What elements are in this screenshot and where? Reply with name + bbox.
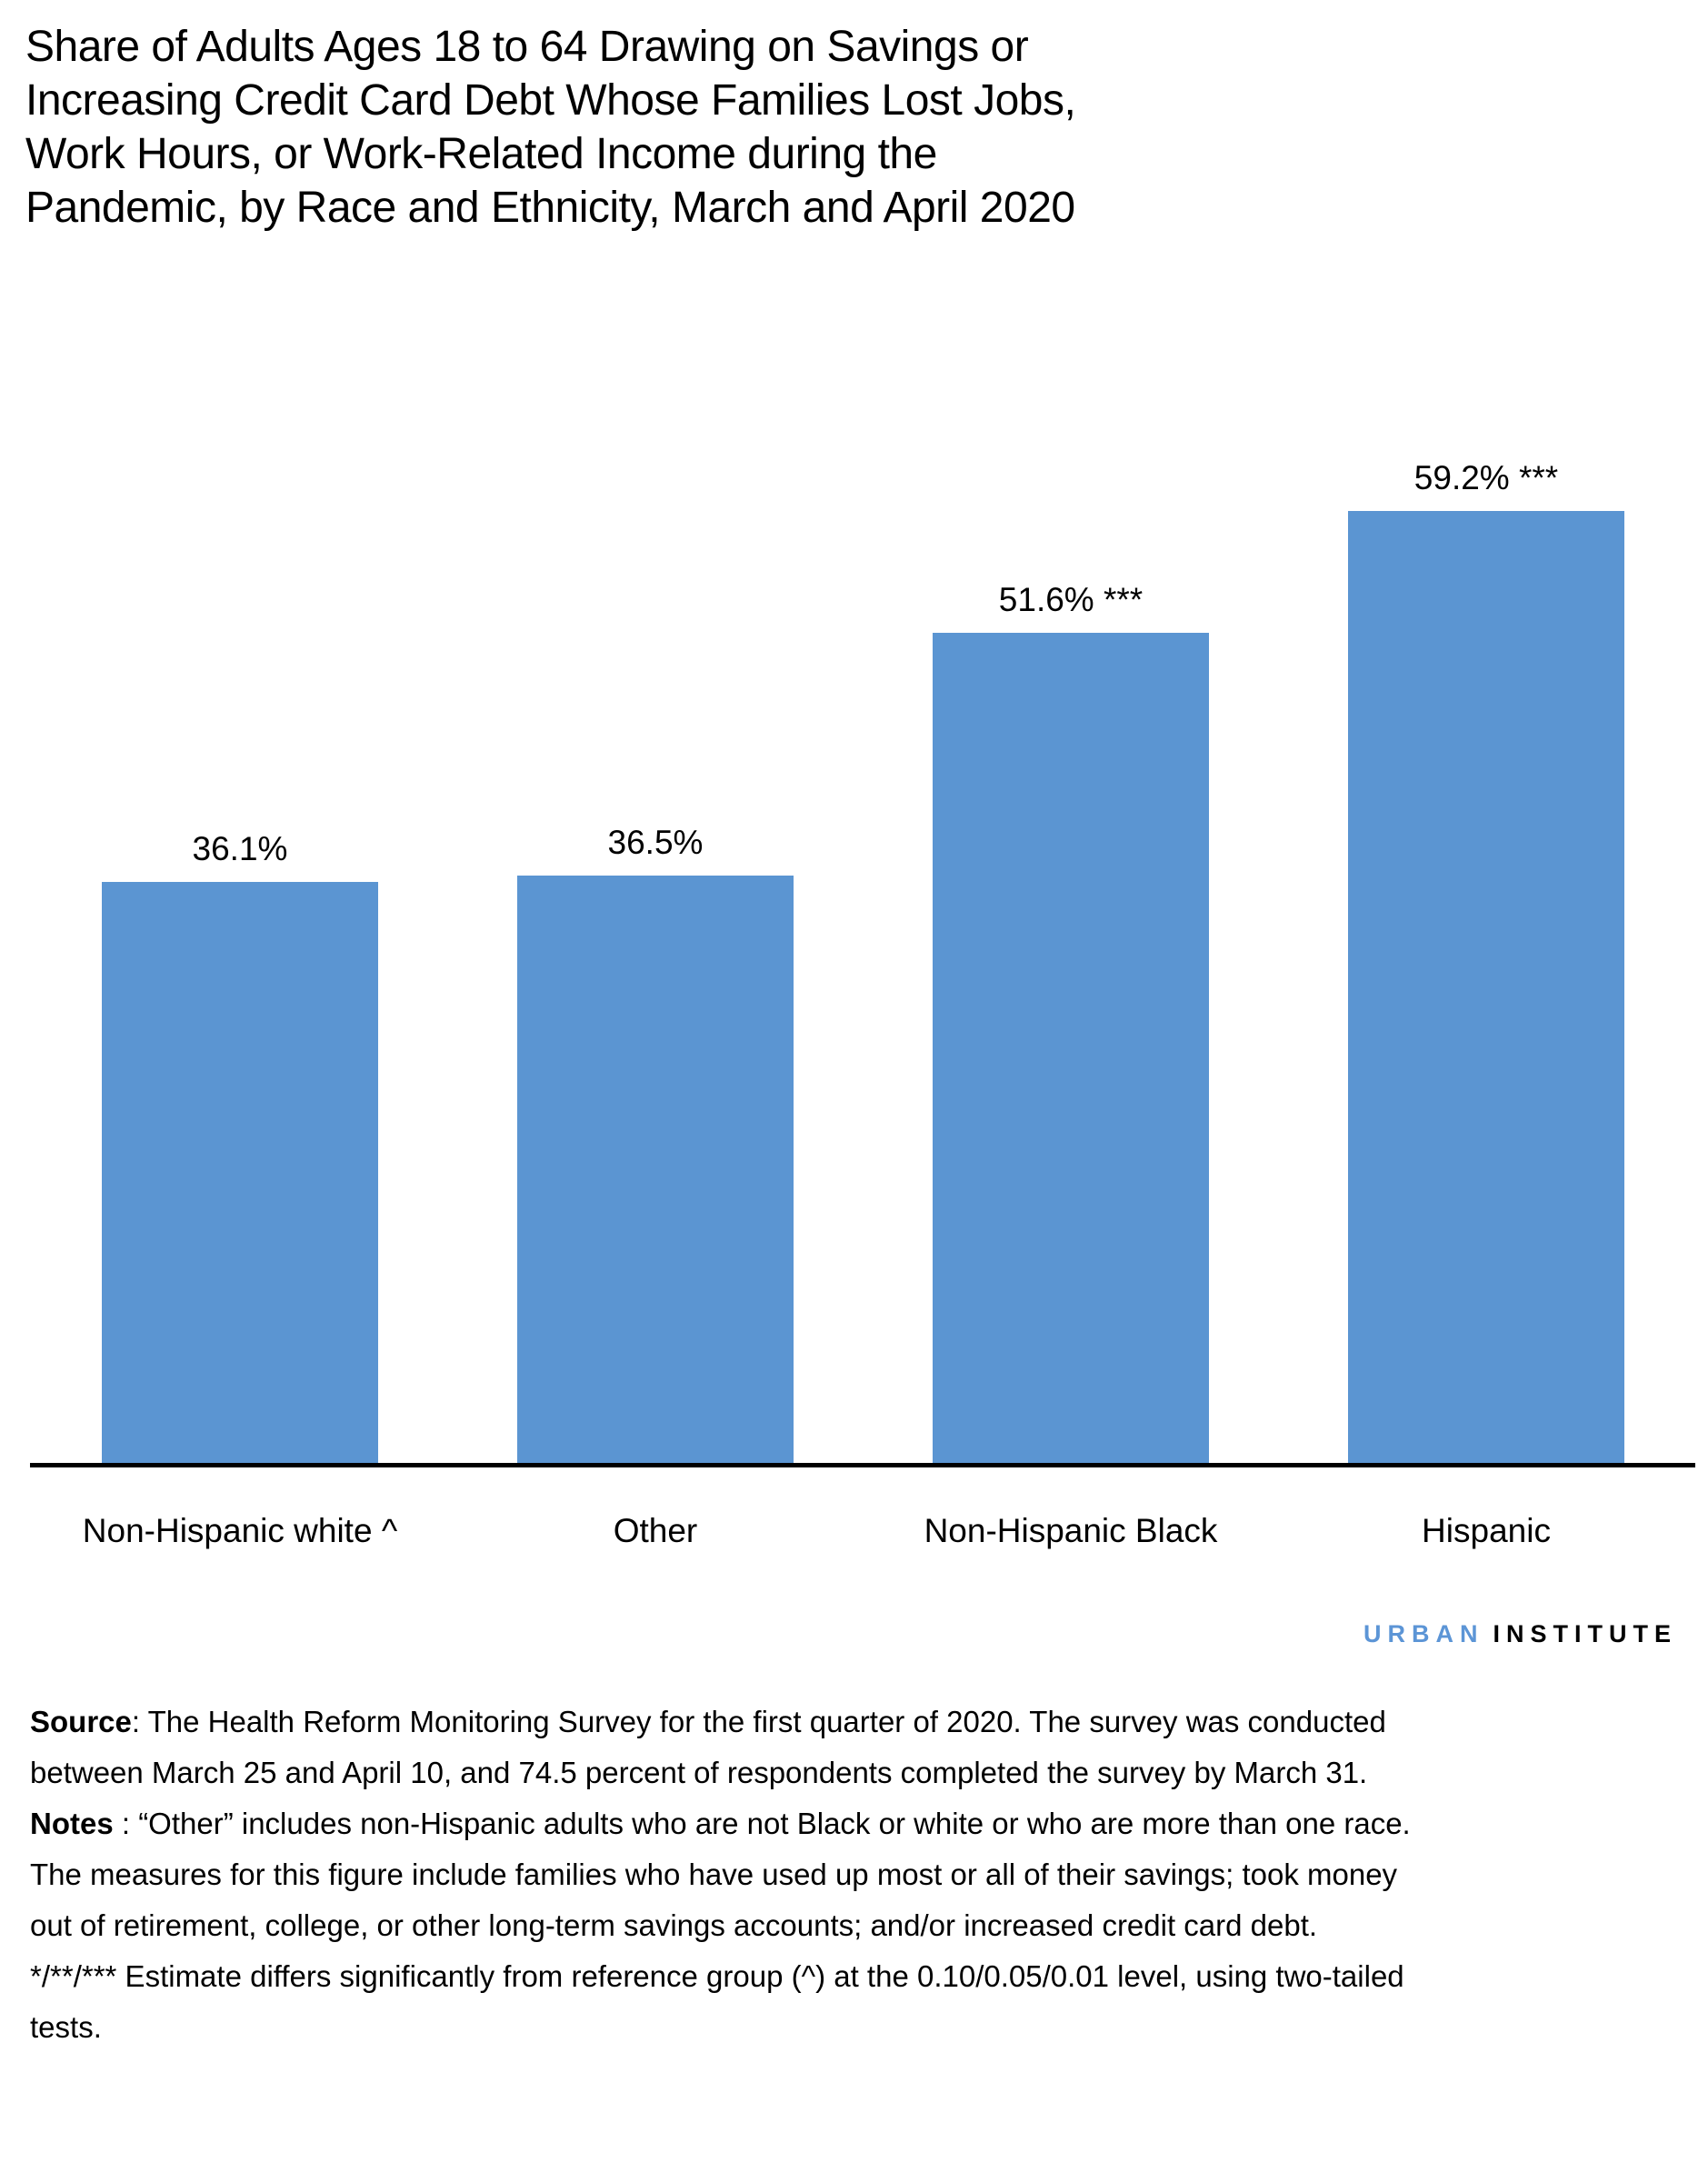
chart-title-line-4: Pandemic, by Race and Ethnicity, March and April 2020 [25, 184, 1075, 232]
bar-value-label-4: 59.2% *** [1413, 459, 1559, 496]
footer-notes [30, 1697, 1430, 2053]
urban-institute-logo [1363, 1620, 1677, 1648]
chart-title-line-1: Share of Adults Ages 18 to 64 Drawing on Savings or [25, 23, 1029, 71]
x-axis-category-label-3: Non-Hispanic Black [924, 1512, 1218, 1549]
x-axis-category-label-4: Hispanic [1422, 1512, 1551, 1549]
bar-value-label-3: 51.6% *** [998, 581, 1144, 618]
notes-label: Notes [30, 1807, 114, 1840]
chart-title-line-3: Work Hours, or Work-Related Income during the [25, 130, 937, 178]
bar-value-label-2: 36.5% [607, 824, 704, 861]
bar-1 [102, 882, 378, 1463]
notes-text: : “Other” includes non-Hispanic adults who are not Black or white or who are more than one race. The measures for this figure include families who have used up most or all of their savings; took money out of retirement, college, or other long-term savings accounts; and/or increased credit card debt. [30, 1807, 1411, 1942]
chart-title-line-2: Increasing Credit Card Debt Whose Families Lost Jobs, [25, 76, 1076, 125]
significance-paragraph: */**/*** Estimate differs significantly from reference group (^) at the 0.10/0.05/0.01 level, using two-tailed tests. [30, 1959, 1404, 2044]
bar-2 [517, 876, 794, 1463]
source-text: : The Health Reform Monitoring Survey for the first quarter of 2020. The survey was conducted between March 25 and April 10, and 74.5 percent of respondents completed the survey by March 31. [30, 1705, 1386, 1789]
logo-word-urban: URBAN [1363, 1620, 1484, 1647]
logo-word-institute: INSTITUTE [1493, 1620, 1677, 1647]
x-axis-category-label-1: Non-Hispanic white ^ [82, 1512, 398, 1549]
x-axis-line [30, 1463, 1695, 1467]
x-axis-category-label-2: Other [613, 1512, 698, 1549]
bar-value-label-1: 36.1% [192, 830, 288, 867]
notes-paragraph [30, 1798, 1430, 1951]
source-label: Source [30, 1705, 132, 1738]
source-paragraph [30, 1697, 1430, 1798]
bar-3 [933, 633, 1209, 1463]
bar-4 [1348, 511, 1624, 1463]
